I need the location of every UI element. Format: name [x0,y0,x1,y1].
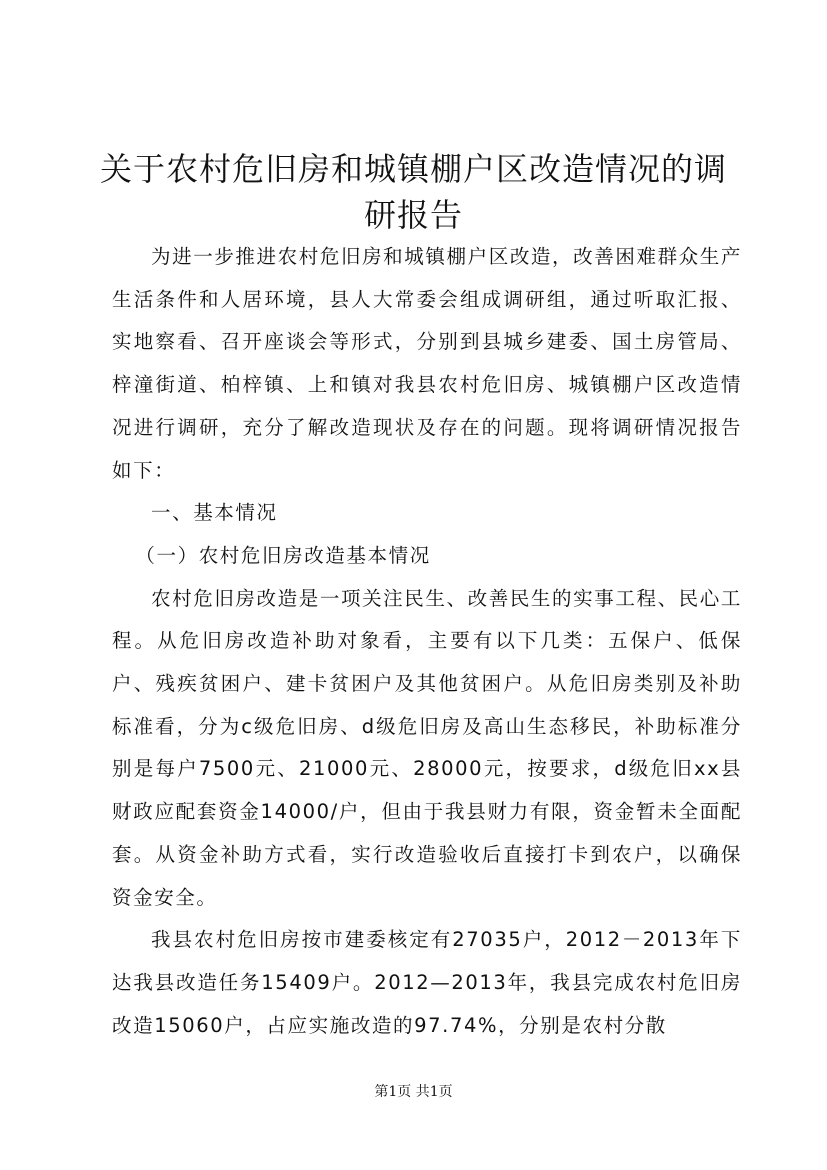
paragraph-rural-overview: 农村危旧房改造是一项关注民生、改善民生的实事工程、民心工程。从危旧房改造补助对象看，主要有以下几类：五保户、低保户、残疾贫困户、建卡贫困户及其他贫困户。从危旧房类别及补助标准看，分为c级危旧房、d级危旧房及高山生态移民，补助标准分别是每户7500元、21000元、28000元，按要求，d级危旧xx县财政应配套资金14000/户，但由于我县财力有限，资金暂未全面配套。从资金补助方式看，实行改造验收后直接打卡到农户，以确保资金安全。 [112,586,742,909]
section-heading-basic: 一、基本情况 [151,501,278,525]
paragraph-rural-progress: 我县农村危旧房按市建委核定有27035户，2012－2013年下达我县改造任务15409户。2012—2013年，我县完成农村危旧房改造15060户，占应实施改造的97.74%，分别是农村分散 [112,928,742,1037]
page-footer: 第1页 共1页 [374,1084,453,1100]
document-body [112,236,742,1047]
paragraph-intro: 为进一步推进农村危旧房和城镇棚户区改造，改善困难群众生产生活条件和人居环境，县人大常委会组成调研组，通过听取汇报、实地察看、召开座谈会等形式，分别到县城乡建委、国土房管局、梓潼街道、柏梓镇、上和镇对我县农村危旧房、城镇棚户区改造情况进行调研，充分了解改造现状及存在的问题。现将调研情况报告如下： [112,245,742,482]
document-title: 关于农村危旧房和城镇棚户区改造情况的调研报告 [100,150,728,234]
subsection-heading-rural: （一）农村危旧房改造基本情况 [135,543,431,567]
